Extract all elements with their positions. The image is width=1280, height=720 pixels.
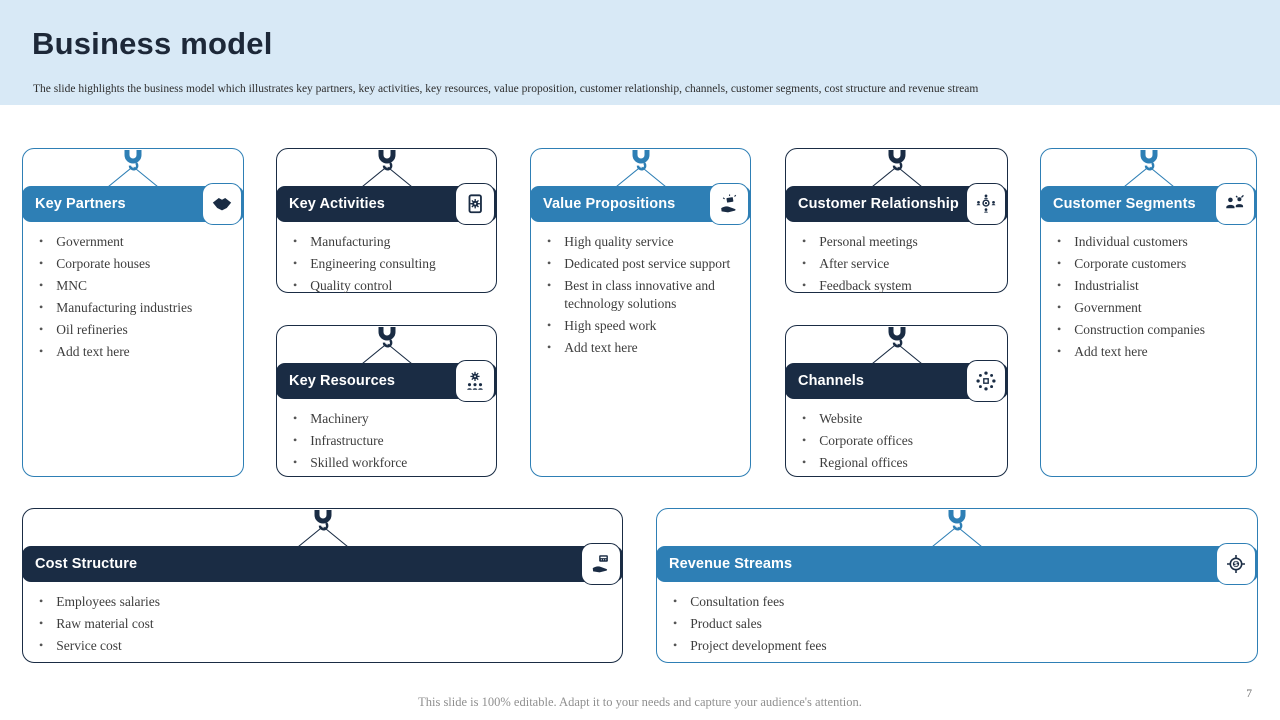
people-network-icon [966,183,1006,225]
card-header-key-partners[interactable] [22,186,244,222]
card-list-value-propositions [543,233,744,361]
list-item-text: After service [819,256,890,272]
bullet-marker: • [1057,322,1062,337]
list-item-text: Corporate offices [819,433,914,449]
bullet-marker: • [802,455,807,470]
bullet-marker: • [802,411,807,425]
list-item-text: Government [1074,300,1142,316]
card-header-key-resources[interactable] [276,363,497,399]
bullet-marker: • [802,278,807,293]
list-item-text: Product sales [690,616,762,632]
bullet-marker: • [547,278,552,293]
card-header-customer-segments[interactable] [1040,186,1257,222]
bullet-marker: • [1057,300,1062,315]
card-key-resources [276,325,497,477]
card-header-channels[interactable] [785,363,1008,399]
list-item [543,233,744,251]
list-item-text: Best in class innovative and technology solutions [564,278,715,311]
list-item [1053,233,1250,251]
svg-text:$: $ [1233,561,1239,569]
card-title: Revenue Streams [669,556,793,572]
list-item-text: Dedicated post service support [564,256,731,272]
list-item-text: Corporate houses [56,256,151,272]
list-item-text: Manufacturing [310,234,391,249]
bullet-marker: • [673,594,678,608]
card-value-propositions [530,148,751,477]
list-item-text: Personal meetings [819,234,918,249]
card-revenue-streams [656,508,1258,663]
page-number: 7 [1246,688,1252,700]
card-customer-segments [1040,148,1257,477]
service-hand-icon [709,183,749,225]
bullet-marker: • [39,256,44,271]
list-item-text: Corporate customers [1074,256,1187,272]
bullet-marker: • [39,300,44,315]
list-item [35,593,616,611]
list-item [798,432,1001,450]
list-item-text: Add text here [1074,344,1148,360]
bullet-marker: • [293,234,298,248]
list-item [1053,343,1250,361]
list-item-text: Oil refineries [56,322,128,338]
card-key-activities [276,148,497,293]
list-item-text: Add text here [56,344,130,360]
card-header-cost-structure[interactable] [22,546,623,582]
list-item-text: Service cost [56,638,122,654]
bullet-marker: • [293,278,298,293]
page-subtitle: The slide highlights the business model which illustrates key partners, key activities, key resources, value proposition, customer relationship, channels, customer segments, cost structure and revenue stream [33,83,979,95]
bullet-marker: • [802,256,807,271]
list-item-text: MNC [56,278,87,294]
card-title: Cost Structure [35,556,138,572]
bullet-marker: • [39,322,44,337]
list-item-text: Raw material cost [56,616,154,632]
network-dots-icon [966,360,1006,402]
card-header-key-activities[interactable] [276,186,497,222]
list-item [35,277,237,295]
card-list-cost-structure [35,593,616,659]
bullet-marker: • [39,616,44,631]
card-list-key-partners [35,233,237,365]
list-item [35,299,237,317]
card-list-channels [798,410,1001,476]
bullet-marker: • [39,278,44,293]
list-item-text: Infrastructure [310,433,384,449]
list-item [1053,321,1250,339]
card-title: Value Propositions [543,196,676,212]
footer-note: This slide is 100% editable. Adapt it to your needs and capture your audience's attention. [418,695,862,709]
list-item [543,255,744,273]
card-key-partners [22,148,244,477]
list-item [289,277,490,295]
list-item-text: Feedback system [819,278,912,294]
list-item-text: Manufacturing industries [56,300,193,316]
list-item-text: Consultation fees [690,594,785,609]
list-item-text: Regional offices [819,455,908,471]
card-title: Channels [798,373,865,389]
gear-people-icon [455,360,495,402]
list-item [35,615,616,633]
bullet-marker: • [673,638,678,653]
card-title: Key Activities [289,196,385,212]
card-header-revenue-streams[interactable] [656,546,1258,582]
list-item [798,233,1001,251]
list-item [289,454,490,472]
list-item [1053,255,1250,273]
card-list-revenue-streams [669,593,1251,659]
bullet-marker: • [802,234,807,248]
list-item [35,233,237,251]
list-item-text: Skilled workforce [310,455,408,471]
list-item [669,637,1251,655]
list-item-text: Employees salaries [56,594,161,609]
bullet-marker: • [1057,278,1062,293]
list-item [543,277,744,312]
bullet-marker: • [547,317,552,332]
list-item [289,432,490,450]
list-item [35,343,237,361]
card-list-key-resources [289,410,490,476]
card-channels [785,325,1008,477]
hand-calculator-icon [581,543,621,585]
bullet-marker: • [1057,234,1062,248]
list-item-text: Add text here [564,339,638,355]
document-gear-icon [455,183,495,225]
list-item-text: Quality control [310,278,393,294]
list-item [798,454,1001,472]
handshake-icon [202,183,242,225]
bullet-marker: • [1057,256,1062,271]
bullet-marker: • [39,594,44,608]
bullet-marker: • [802,433,807,448]
bullet-marker: • [547,256,552,271]
list-item [289,233,490,251]
card-title: Key Partners [35,196,126,212]
card-title: Customer Relationship [798,196,959,212]
list-item-text: Website [819,411,863,426]
list-item [1053,277,1250,295]
list-item-text: Engineering consulting [310,256,436,272]
list-item [798,410,1001,428]
page-title: Business model [32,26,273,61]
bullet-marker: • [39,638,44,653]
list-item-text: Construction companies [1074,322,1206,338]
list-item [543,317,744,335]
list-item-text: High speed work [564,317,657,333]
list-item [35,255,237,273]
list-item [289,410,490,428]
bullet-marker: • [547,339,552,354]
bullet-marker: • [39,344,44,359]
bullet-marker: • [547,234,552,248]
bullet-marker: • [39,234,44,248]
card-header-customer-relationship[interactable] [785,186,1008,222]
list-item [35,321,237,339]
list-item-text: Government [56,234,124,249]
list-item-text: High quality service [564,234,674,249]
list-item [35,637,616,655]
list-item [543,339,744,357]
card-list-customer-segments [1053,233,1250,365]
two-people-icon [1215,183,1255,225]
list-item [798,255,1001,273]
list-item [1053,299,1250,317]
list-item [669,593,1251,611]
card-list-customer-relationship [798,233,1001,299]
card-list-key-activities [289,233,490,299]
bullet-marker: • [293,256,298,271]
list-item [798,277,1001,295]
dollar-target-icon [1216,543,1256,585]
bullet-marker: • [1057,344,1062,359]
card-cost-structure [22,508,623,663]
list-item-text: Individual customers [1074,234,1188,249]
card-title: Customer Segments [1053,196,1196,212]
bullet-marker: • [293,433,298,448]
list-item [289,255,490,273]
card-customer-relationship [785,148,1008,293]
list-item-text: Industrialist [1074,278,1139,294]
list-item-text: Project development fees [690,638,827,654]
bullet-marker: • [293,411,298,425]
card-title: Key Resources [289,373,396,389]
list-item-text: Machinery [310,411,369,426]
bullet-marker: • [293,455,298,470]
list-item [669,615,1251,633]
bullet-marker: • [673,616,678,631]
card-header-value-propositions[interactable] [530,186,751,222]
